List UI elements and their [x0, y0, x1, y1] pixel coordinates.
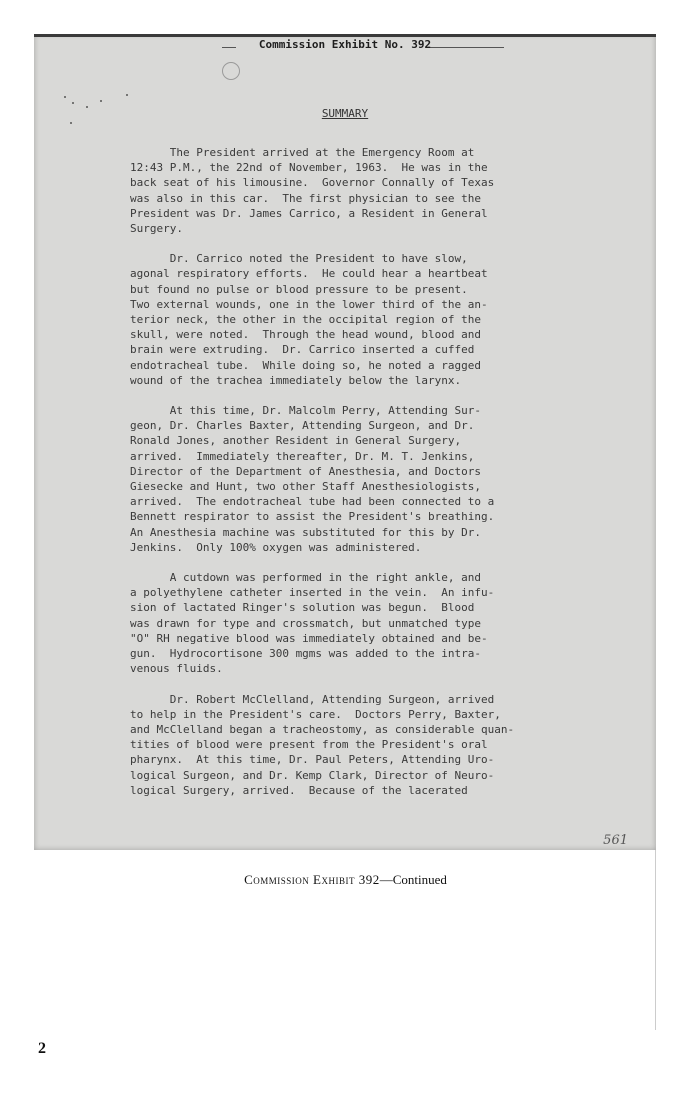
summary-title: SUMMARY: [321, 107, 369, 120]
caption-suffix: —Continued: [379, 872, 447, 887]
text-line: Dr. Carrico noted the President to have slow,: [130, 252, 468, 266]
text-line: was also in this car. The first physician to see the: [130, 191, 481, 205]
text-line: to help in the President's care. Doctors Perry, Baxter,: [130, 707, 501, 721]
text-line: skull, were noted. Through the head wound, blood and: [130, 328, 481, 342]
text-line: Jenkins. Only 100% oxygen was administered.: [130, 540, 422, 554]
caption-exhibit-name: Commission Exhibit 392: [244, 872, 380, 887]
text-line: sion of lactated Ringer's solution was begun. Blood: [130, 601, 475, 615]
text-line: pharynx. At this time, Dr. Paul Peters, Attending Uro-: [130, 753, 495, 767]
text-line: but found no pulse or blood pressure to be present.: [130, 282, 468, 296]
summary-paragraph: [130, 145, 570, 236]
exhibit-caption: [0, 872, 691, 888]
summary-paragraph: [130, 251, 570, 388]
text-line: brain were extruding. Dr. Carrico inserted a cuffed: [130, 343, 475, 357]
text-line: back seat of his limousine. Governor Connally of Texas: [130, 176, 495, 190]
summary-paragraph: [130, 692, 570, 798]
text-line: Two external wounds, one in the lower third of the an-: [130, 297, 488, 311]
scanned-document: [34, 34, 656, 850]
page-number: 2: [38, 1040, 46, 1057]
text-line: Giesecke and Hunt, two other Staff Anesthesiologists,: [130, 480, 481, 494]
summary-paragraph: [130, 403, 570, 555]
punch-hole-mark: [222, 62, 240, 80]
scan-top-border: [34, 34, 656, 37]
text-line: Ronald Jones, another Resident in General Surgery,: [130, 434, 462, 448]
text-line: An Anesthesia machine was substituted for this by Dr.: [130, 525, 481, 539]
text-line: arrived. The endotracheal tube had been connected to a: [130, 495, 495, 509]
text-line: Director of the Department of Anesthesia, and Doctors: [130, 464, 481, 478]
text-line: tities of blood were present from the President's oral: [130, 738, 488, 752]
text-line: The President arrived at the Emergency Room at: [130, 146, 475, 159]
text-line: wound of the trachea immediately below the larynx.: [130, 373, 462, 387]
summary-paragraph: [130, 570, 570, 676]
text-line: terior neck, the other in the occipital region of the: [130, 313, 481, 327]
text-line: logical Surgery, arrived. Because of the lacerated: [130, 783, 468, 797]
text-line: Dr. Robert McClelland, Attending Surgeon, arrived: [130, 692, 495, 706]
summary-body: [130, 145, 570, 813]
text-line: and McClelland began a tracheostomy, as considerable quan-: [130, 722, 515, 736]
text-line: "O" RH negative blood was immediately obtained and be-: [130, 631, 488, 645]
text-line: Surgery.: [130, 222, 183, 236]
text-line: venous fluids.: [130, 662, 223, 676]
handwritten-page-mark: 561: [603, 833, 628, 848]
text-line: Bennett respirator to assist the President's breathing.: [130, 510, 495, 524]
text-line: endotracheal tube. While doing so, he noted a ragged: [130, 358, 481, 372]
text-line: 12:43 P.M., the 22nd of November, 1963. He was in the: [130, 161, 488, 175]
exhibit-header: Commission Exhibit No. 392: [258, 38, 432, 51]
text-line: A cutdown was performed in the right ankle, and: [130, 571, 481, 585]
text-line: At this time, Dr. Malcolm Perry, Attending Sur-: [130, 404, 481, 418]
text-line: logical Surgeon, and Dr. Kemp Clark, Director of Neuro-: [130, 768, 495, 782]
text-line: was drawn for type and crossmatch, but unmatched type: [130, 616, 481, 630]
text-line: a polyethylene catheter inserted in the vein. An infu-: [130, 586, 495, 600]
text-line: gun. Hydrocortisone 300 mgms was added to the intra-: [130, 647, 481, 661]
text-line: President was Dr. James Carrico, a Resident in General: [130, 206, 488, 220]
text-line: agonal respiratory efforts. He could hear a heartbeat: [130, 267, 488, 281]
text-line: arrived. Immediately thereafter, Dr. M. T. Jenkins,: [130, 449, 475, 463]
text-line: geon, Dr. Charles Baxter, Attending Surgeon, and Dr.: [130, 419, 475, 433]
